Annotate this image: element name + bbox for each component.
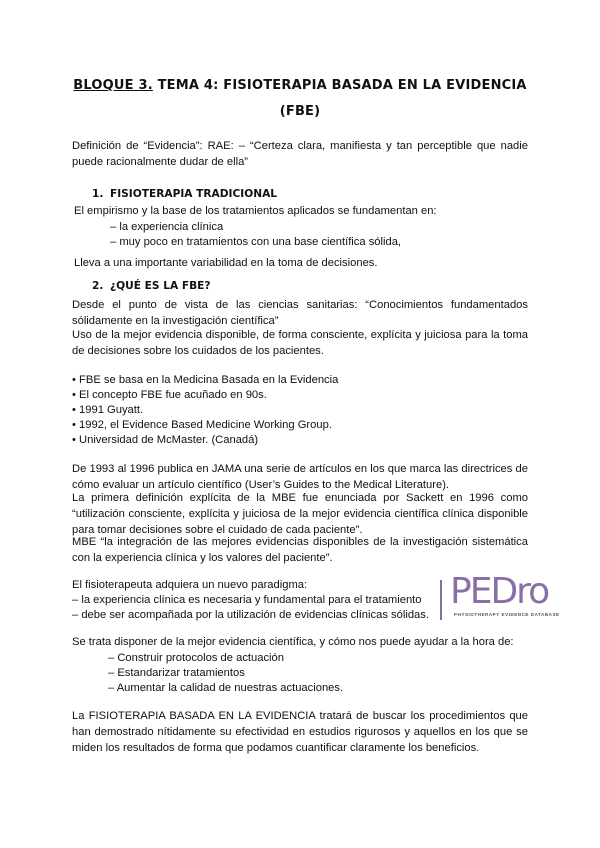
bullet-item: • 1991 Guyatt. bbox=[72, 404, 144, 416]
help-item: – Construir protocolos de actuación bbox=[108, 652, 284, 664]
logo-tagline: PHYSIOTHERAPY EVIDENCE DATABASE bbox=[454, 612, 560, 617]
help-item: – Aumentar la calidad de nuestras actuaciones. bbox=[108, 682, 344, 694]
section1-number: 1. bbox=[92, 188, 104, 200]
mbe-paragraph: MBE “la integración de las mejores evidencias disponibles de la investigación sistemática con la experiencia clínica y los valores del paciente”. bbox=[72, 536, 528, 564]
jama-paragraph: De 1993 al 1996 publica en JAMA una serie de artículos en los que marca las directrices de cómo evaluar un artículo científico (User’s Guides to the Medical Literature). bbox=[72, 463, 528, 491]
bullet-item: • FBE se basa en la Medicina Basada en la Evidencia bbox=[72, 374, 339, 386]
bloque-label: BLOQUE 3. bbox=[73, 78, 153, 93]
bullet-item: • El concepto FBE fue acuñado en 90s. bbox=[72, 389, 267, 401]
section1-item: – muy poco en tratamientos con una base científica sólida, bbox=[110, 236, 402, 248]
section1-conclusion: Lleva a una importante variabilidad en la toma de decisiones. bbox=[74, 257, 378, 269]
definition-paragraph: Definición de “Evidencia”: RAE: – “Certeza clara, manifiesta y tan perceptible que nadie puede racionalmente dudar de ella” bbox=[72, 140, 528, 168]
logo-wordmark: PEDro bbox=[450, 571, 549, 612]
pedro-logo bbox=[440, 571, 562, 624]
bullet-item: • 1992, el Evidence Based Medicine Working Group. bbox=[72, 419, 332, 431]
section2-title: ¿QUÉ ES LA FBE? bbox=[110, 280, 211, 292]
help-item: – Estandarizar tratamientos bbox=[108, 667, 245, 679]
paradigm-item: – debe ser acompañada por la utilización de evidencias clínicas sólidas. bbox=[72, 609, 429, 621]
help-intro: Se trata disponer de la mejor evidencia científica, y cómo nos puede ayudar a la hora de: bbox=[72, 636, 514, 648]
logo-bar bbox=[440, 580, 442, 620]
section2-para1: Desde el punto de vista de las ciencias sanitarias: “Conocimientos fundamentados sólidamente en la investigación científica” bbox=[72, 299, 528, 327]
section2-number: 2. bbox=[92, 280, 104, 292]
paradigm-item: – la experiencia clínica es necesaria y fundamental para el tratamiento bbox=[72, 594, 422, 606]
section1-item: – la experiencia clínica bbox=[110, 221, 224, 233]
tema-label: TEMA 4: FISIOTERAPIA BASADA EN LA EVIDENCIA bbox=[157, 78, 527, 93]
document-subtitle: (FBE) bbox=[279, 104, 321, 119]
paradigm-intro: El fisioterapeuta adquiera un nuevo paradigma: bbox=[72, 579, 308, 591]
document-title bbox=[60, 78, 540, 94]
section1-title: FISIOTERAPIA TRADICIONAL bbox=[110, 188, 278, 200]
section1-heading bbox=[92, 186, 277, 202]
closing-paragraph: La FISIOTERAPIA BASADA EN LA EVIDENCIA tratará de buscar los procedimientos que han demostrado nítidamente su efectividad en estudios rigurosos y aquellos en los que se miden los resultados de forma que podamos cuantificar claramente los beneficios. bbox=[72, 710, 528, 754]
section1-intro: El empirismo y la base de los tratamientos aplicados se fundamentan en: bbox=[74, 205, 437, 217]
section2-para2: Uso de la mejor evidencia disponible, de forma consciente, explícita y juiciosa para la toma de decisiones sobre los cuidados de los pacientes. bbox=[72, 329, 528, 357]
section2-heading bbox=[92, 278, 211, 294]
sackett-paragraph: La primera definición explícita de la MBE fue enunciada por Sackett en 1996 como “utilización consciente, explícita y juiciosa de la mejor evidencia científica clínica disponible para tomar decisiones sobre el cuidado de cada paciente”. bbox=[72, 492, 528, 536]
bullet-item: • Universidad de McMaster. (Canadá) bbox=[72, 434, 259, 446]
